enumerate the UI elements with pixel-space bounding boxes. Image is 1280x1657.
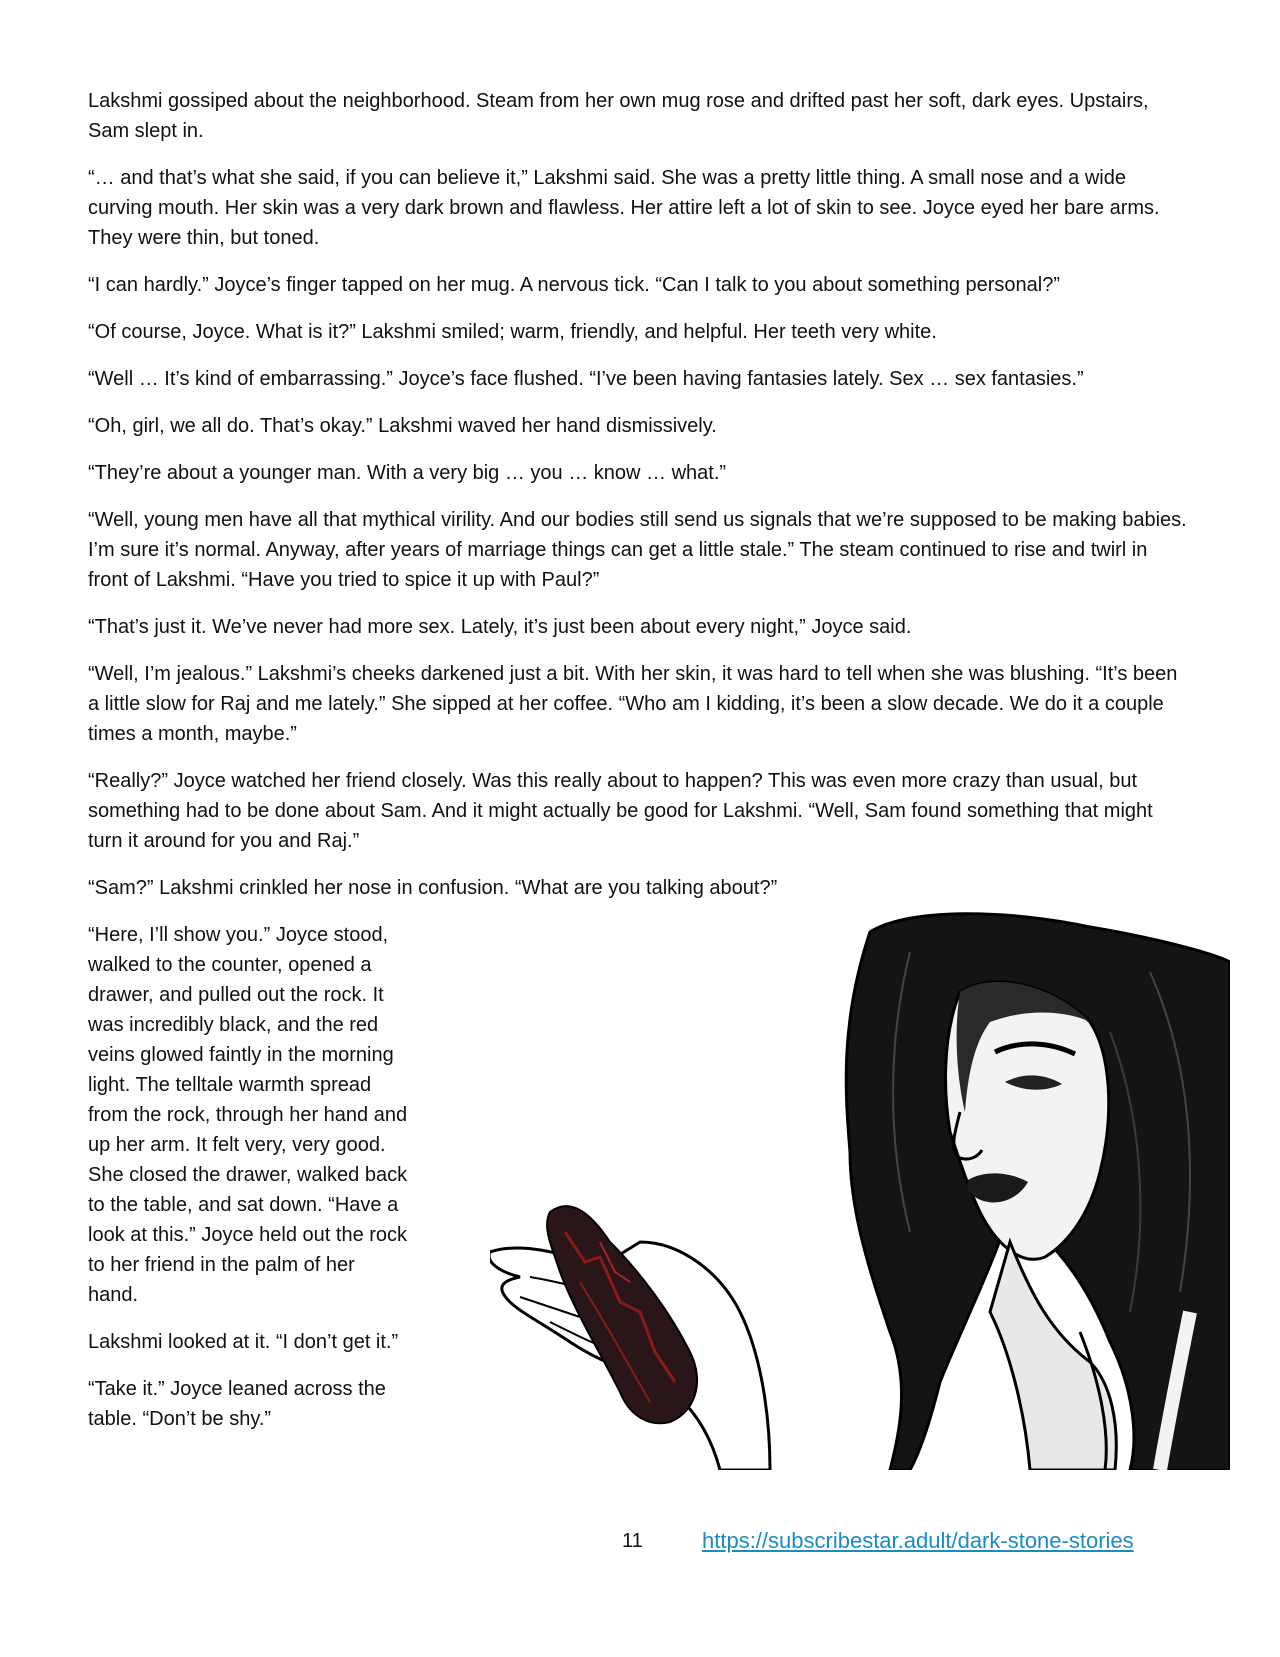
story-body	[88, 86, 1188, 920]
paragraph: “Oh, girl, we all do. That’s okay.” Lakshmi waved her hand dismissively.	[88, 415, 717, 437]
page-number: 11	[622, 1530, 643, 1552]
paragraph: “Sam?” Lakshmi crinkled her nose in confusion. “What are you talking about?”	[88, 877, 778, 899]
paragraph: “… and that’s what she said, if you can believe it,” Lakshmi said. She was a pretty little thing. A small nose and a wide curving mouth. Her skin was a very dark brown and flawless. Her attire left a lot of skin to see. Joyce eyed her bare arms. They were thin, but toned.	[88, 167, 1160, 249]
paragraph: “Well … It’s kind of embarrassing.” Joyce’s face flushed. “I’ve been having fantasies lately. Sex … sex fantasies.”	[88, 368, 1084, 390]
paragraph: “Of course, Joyce. What is it?” Lakshmi smiled; warm, friendly, and helpful. Her teeth very white.	[88, 321, 937, 343]
paragraph: “I can hardly.” Joyce’s finger tapped on her mug. A nervous tick. “Can I talk to you about something personal?”	[88, 274, 1061, 296]
paragraph: “They’re about a younger man. With a very big … you … know … what.”	[88, 462, 727, 484]
paragraph: “Well, young men have all that mythical virility. And our bodies still send us signals that we’re supposed to be making babies. I’m sure it’s normal. Anyway, after years of marriage things can get a little stale.” The steam continued to rise and twirl in front of Lakshmi. “Have you tried to spice it up with Paul?”	[88, 509, 1187, 591]
paragraph: Lakshmi looked at it. “I don’t get it.”	[88, 1331, 399, 1353]
paragraph: “That’s just it. We’ve never had more sex. Lately, it’s just been about every night,” Joyce said.	[88, 616, 912, 638]
story-body-wrapped	[88, 920, 408, 1451]
paragraph: “Take it.” Joyce leaned across the table. “Don’t be shy.”	[88, 1378, 386, 1430]
woman-holding-rock-illustration	[490, 912, 1230, 1470]
paragraph: Lakshmi gossiped about the neighborhood. Steam from her own mug rose and drifted past her soft, dark eyes. Upstairs, Sam slept in.	[88, 90, 1149, 142]
subscribestar-link[interactable]: https://subscribestar.adult/dark-stone-stories	[702, 1528, 1134, 1553]
paragraph: “Well, I’m jealous.” Lakshmi’s cheeks darkened just a bit. With her skin, it was hard to tell when she was blushing. “It’s been a little slow for Raj and me lately.” She sipped at her coffee. “Who am I kidding, it’s been a slow decade. We do it a couple times a month, maybe.”	[88, 663, 1178, 745]
paragraph: “Really?” Joyce watched her friend closely. Was this really about to happen? This was even more crazy than usual, but something had to be done about Sam. And it might actually be good for Lakshmi. “Well, Sam found something that might turn it around for you and Raj.”	[88, 770, 1153, 852]
paragraph: “Here, I’ll show you.” Joyce stood, walked to the counter, opened a drawer, and pulled out the rock. It was incredibly black, and the red veins glowed faintly in the morning light. The telltale warmth spread from the rock, through her hand and up her arm. It felt very, very good. She closed the drawer, walked back to the table, and sat down. “Have a look at this.” Joyce held out the rock to her friend in the palm of her hand.	[88, 924, 408, 1306]
